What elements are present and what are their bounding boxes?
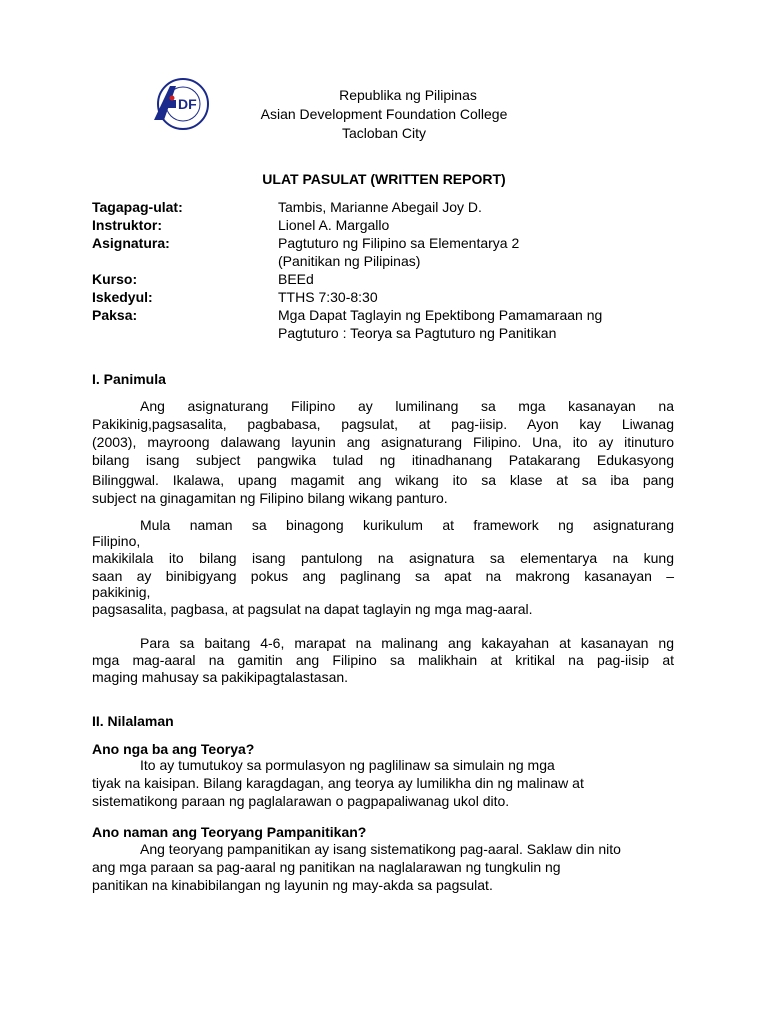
intro-p2-line1: Mula naman sa binagong kurikulum at framework ng asignaturang: [140, 517, 674, 533]
theory-answer-line3: sistematikong paraan ng paglalarawan o pagpapaliwanag ukol dito.: [92, 793, 510, 809]
intro-p1-line4: bilang isang subject pangwika tulad ng itinadhanang Patakarang Edukasyong: [92, 452, 674, 468]
report-title: ULAT PASULAT (WRITTEN REPORT): [262, 171, 506, 187]
literary-answer-line1: Ang teoryang pampanitikan ay isang sistematikong pag-aaral. Saklaw din nito: [140, 841, 621, 857]
intro-p2-line3: makikilala ito bilang isang pantulong na asignatura sa elementarya na kung: [92, 550, 674, 566]
header-college: Asian Development Foundation College: [260, 106, 508, 122]
literary-answer-line3: panitikan na kinabibilangan ng layunin ng may-akda sa pagsulat.: [92, 877, 493, 893]
intro-p3-line2: mga mag-aaral na gamitin ang Filipino sa malikhain at kritikal na pag-iisip at: [92, 652, 674, 668]
instructor-value: Lionel A. Margallo: [278, 217, 390, 233]
intro-p1-line3: (2003), mayroong dalawang layunin ang asignaturang Filipino. Una, ito ay itinuturo: [92, 434, 674, 450]
header-city: Tacloban City: [341, 125, 427, 141]
intro-p3-line3: maging mahusay sa pakikipagtalastasan.: [92, 669, 349, 685]
intro-p1-line6: subject na ginagamitan ng Filipino bilang wikang panturo.: [92, 490, 448, 506]
theory-answer-line2: tiyak na kaisipan. Bilang karagdagan, ang teorya ay lumilikha din ng malinaw at: [92, 775, 584, 791]
topic-value-line1: Mga Dapat Taglayin ng Epektibong Pamamaraan ng: [278, 307, 603, 323]
instructor-label: Instruktor:: [92, 217, 162, 233]
subject-value-line1: Pagtuturo ng Filipino sa Elementarya 2: [278, 235, 520, 251]
course-label: Kurso:: [92, 271, 138, 287]
header-republic: Republika ng Pilipinas: [339, 87, 477, 103]
topic-value-line2: Pagtuturo : Teorya sa Pagtuturo ng Panitikan: [278, 325, 557, 341]
section-introduction-heading: I. Panimula: [92, 371, 166, 387]
literary-answer-line2: ang mga paraan sa pag-aaral ng panitikan na naglalarawan ng tungkulin ng: [92, 859, 561, 875]
course-value: BEEd: [278, 271, 314, 287]
schedule-label: Iskedyul:: [92, 289, 153, 305]
intro-p3-line1: Para sa baitang 4-6, marapat na malinang ang kakayahan at kasanayan ng: [140, 635, 674, 651]
question-literary-theory: Ano naman ang Teoryang Pampanitikan?: [92, 824, 367, 840]
intro-p1-line2: Pakikinig,pagsasalita, pagbabasa, pagsulat, at pag-iisip. Ayon kay Liwanag: [92, 416, 674, 432]
intro-p1-line1: Ang asignaturang Filipino ay lumilinang sa mga kasanayan na: [140, 398, 674, 414]
subject-label: Asignatura:: [92, 235, 170, 251]
intro-p1-line5: Bilinggwal. Ikalawa, upang magamit ang wikang ito sa klase at sa iba pang: [92, 472, 674, 488]
section-content-heading: II. Nilalaman: [92, 713, 174, 729]
intro-p2-line6: pagsasalita, pagbasa, at pagsulat na dapat taglayin ng mga mag-aaral.: [92, 601, 533, 617]
theory-answer-line1: Ito ay tumutukoy sa pormulasyon ng paglilinaw sa simulain ng mga: [140, 757, 555, 773]
intro-p2-line5: pakikinig,: [92, 584, 151, 600]
subject-value-line2: (Panitikan ng Pilipinas): [278, 253, 421, 269]
reporter-label: Tagapag-ulat:: [92, 199, 183, 215]
topic-label: Paksa:: [92, 307, 138, 323]
question-theory: Ano nga ba ang Teorya?: [92, 741, 255, 757]
intro-p2-line2: Filipino,: [92, 533, 141, 549]
svg-text:DF: DF: [178, 96, 197, 112]
reporter-value: Tambis, Marianne Abegail Joy D.: [278, 199, 482, 215]
schedule-value: TTHS 7:30-8:30: [278, 289, 378, 305]
intro-p2-line4: saan ay binibigyang pokus ang paglinang sa apat na makrong kasanayan –: [92, 568, 674, 584]
